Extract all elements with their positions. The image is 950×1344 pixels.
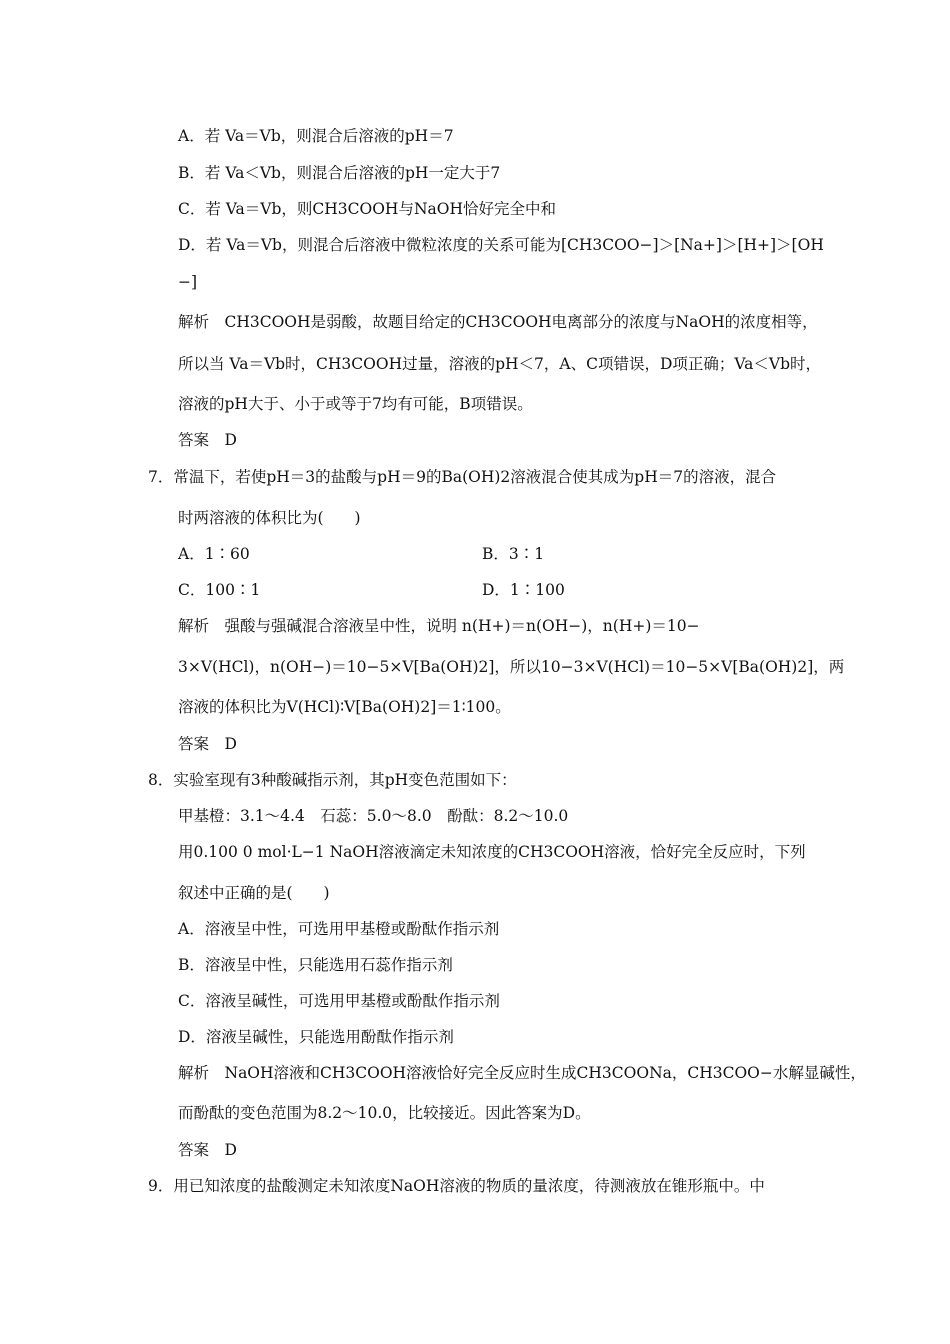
q8-stem-line2: 用0.100 0 mol·L−1 NaOH溶液滴定未知浓度的CH3COOH溶液，恰好完全反应时，下列 [178,843,806,861]
q6-option-d-line1: D．若 Va＝Vb，则混合后溶液中微粒浓度的关系可能为[CH3COO−]＞[Na+]＞[H+]＞[OH [178,236,824,254]
q6-analysis-line1: 解析 CH3COOH是弱酸，故题目给定的CH3COOH电离部分的浓度与NaOH的浓度相等， [178,313,818,331]
q8-option-b: B．溶液呈中性，只能选用石蕊作指示剂 [178,956,453,974]
q8-stem-line1: 8．实验室现有3种酸碱指示剂，其pH变色范围如下： [148,771,517,789]
q6-analysis-line3: 溶液的pH大于、小于或等于7均有可能，B项错误。 [178,395,533,413]
q6-option-b: B．若 Va＜Vb，则混合后溶液的pH一定大于7 [178,164,501,182]
q6-option-a: A．若 Va＝Vb，则混合后溶液的pH＝7 [178,127,454,145]
q7-stem-line2: 时两溶液的体积比为( ) [178,509,361,527]
q8-option-d: D．溶液呈碱性，只能选用酚酞作指示剂 [178,1028,454,1046]
q8-stem-line3: 叙述中正确的是( ) [178,884,330,902]
q7-option-c: C．100∶1 [178,581,261,599]
q7-analysis-line3: 溶液的体积比为V(HCl)∶V[Ba(OH)2]＝1∶100。 [178,698,511,716]
q6-analysis-line2: 所以当 Va＝Vb时，CH3COOH过量，溶液的pH＜7，A、C项错误，D项正确；Va＜Vb时， [178,355,821,373]
q6-answer: 答案 D [178,431,237,449]
q7-option-a: A．1∶60 [178,545,250,563]
q8-indicator-ranges: 甲基橙：3.1～4.4 石蕊：5.0～8.0 酚酞：8.2～10.0 [178,807,569,825]
q6-option-d-line2: −] [178,273,198,291]
q8-option-c: C．溶液呈碱性，可选用甲基橙或酚酞作指示剂 [178,992,500,1010]
q8-answer: 答案 D [178,1141,237,1159]
q7-analysis-line1: 解析 强酸与强碱混合溶液呈中性，说明 n(H+)＝n(OH−)，n(H+)＝10− [178,617,700,635]
q8-analysis-line2: 而酚酞的变色范围为8.2～10.0，比较接近。因此答案为D。 [178,1104,591,1122]
q9-stem-line1: 9．用已知浓度的盐酸测定未知浓度NaOH溶液的物质的量浓度，待测液放在锥形瓶中。中 [148,1177,765,1195]
q7-option-d: D．1∶100 [482,581,565,599]
q7-option-b: B．3∶1 [482,545,545,563]
q8-option-a: A．溶液呈中性，可选用甲基橙或酚酞作指示剂 [178,920,500,938]
q7-stem-line1: 7．常温下，若使pH＝3的盐酸与pH＝9的Ba(OH)2溶液混合使其成为pH＝7的溶液，混合 [148,468,777,486]
q7-analysis-line2: 3×V(HCl)，n(OH−)＝10−5×V[Ba(OH)2]，所以10−3×V(HCl)＝10−5×V[Ba(OH)2]，两 [178,658,845,676]
q8-analysis-line1: 解析 NaOH溶液和CH3COOH溶液恰好完全反应时生成CH3COONa，CH3COO−水解显碱性， [178,1064,866,1082]
q6-option-c: C．若 Va＝Vb，则CH3COOH与NaOH恰好完全中和 [178,200,556,218]
q7-answer: 答案 D [178,735,237,753]
